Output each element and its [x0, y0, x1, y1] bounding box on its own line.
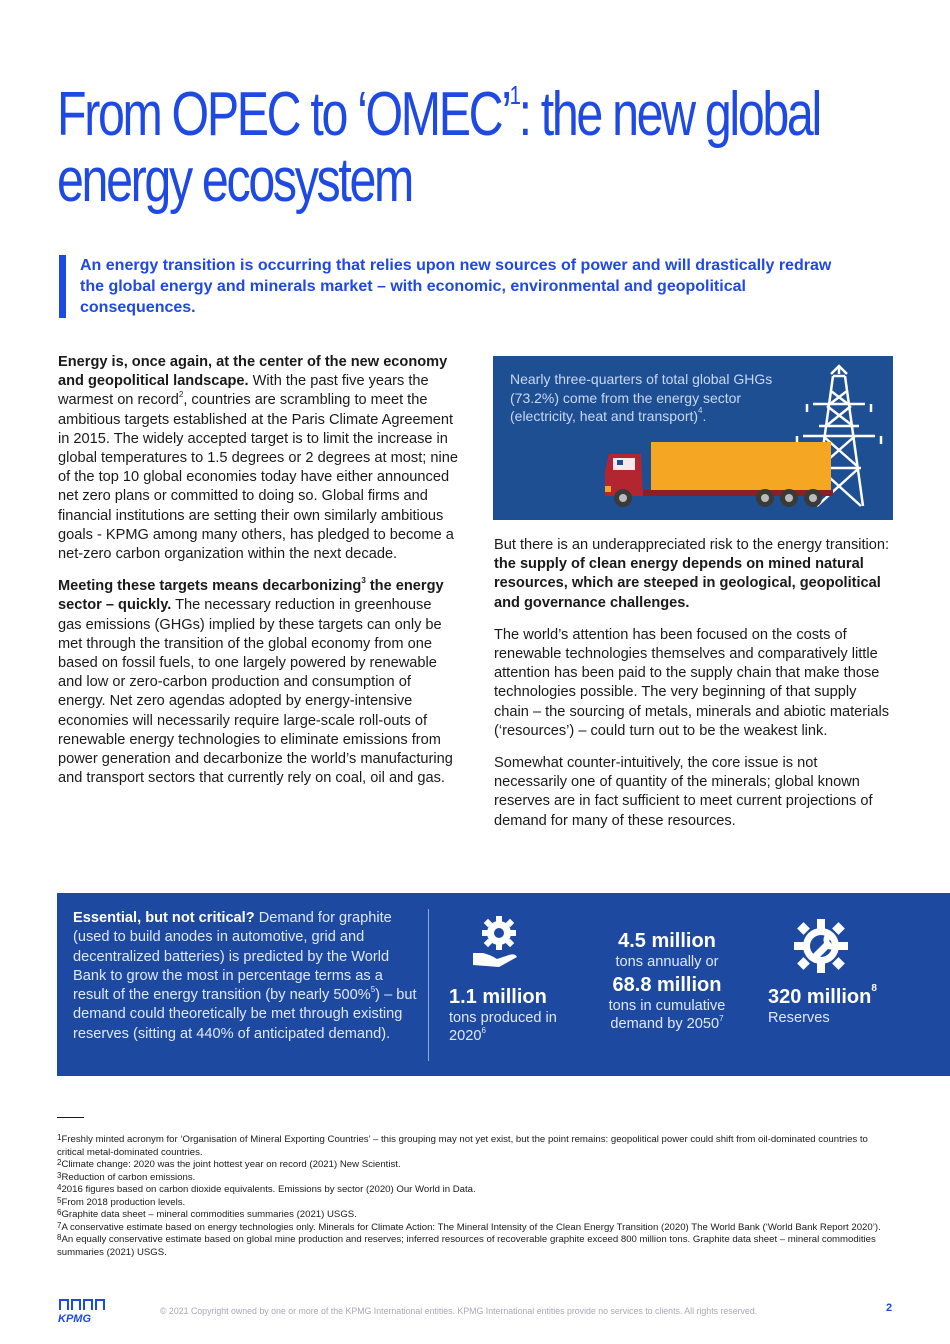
footnote: $^7$A conservative estimate based on energy technologies only. Minerals for Climate Action: The Mineral Intensity of the Clean Energy Transition (2020) The World Bank (‘World Bank Report 2020’). [57, 1220, 881, 1233]
footnotes [57, 1134, 897, 1259]
kpmg-logo [57, 1298, 113, 1324]
stat-value: 4.5 million [618, 930, 716, 952]
gear-wrench-icon [792, 917, 850, 975]
truck-cargo [651, 442, 831, 492]
right-column [494, 536, 894, 831]
footnote: $^2$Climate change: 2020 was the joint hottest year on record (2021) New Scientist. [57, 1158, 401, 1170]
footnote: $^6$Graphite data sheet – mineral commodities summaries (2021) USGS. [57, 1208, 357, 1220]
ghg-stat-text: Nearly three-quarters of total global GHGs (73.2%) come from the energy sector (electricity, heat and transport)$^4$. [510, 371, 773, 424]
stat-production [449, 985, 579, 1045]
footnote: $^3$Reduction of carbon emissions. [57, 1170, 196, 1183]
intro-callout [59, 255, 859, 318]
page-number: 2 [886, 1302, 893, 1314]
footnote: $^8$An equally conservative estimate based on global mine production and reserves; inferred resources of recoverable graphite exceed 800 million tons. Graphite data sheet – mineral commodities summaries (2021) USGS. [57, 1233, 876, 1258]
graphite-stats-band [57, 893, 950, 1076]
paragraph: But there is an underappreciated risk to the energy transition: the supply of clean energy depends on mined natural resources, which are steeped in geological, geopolitical and governance challenges. [494, 537, 890, 611]
stat-label: tons in cumulative demand by 2050$^7$ [608, 998, 726, 1032]
footnote: $^5$From 2018 production levels. [57, 1195, 186, 1208]
band-text: Essential, but not critical? Demand for graphite (used to build anodes in automotive, grid and decentralized batteries) is predicted by the World Bank to grow the most in percentage terms as a result of the energy transition (by nearly 500%$^5$) – but demand could theoretically be met through existing reserves (sitting at 440% of anticipated demand). [73, 910, 417, 1042]
left-column [58, 353, 458, 788]
footnote: $^4$2016 figures based on carbon dioxide equivalents. Emissions by sector (2020) Our World in Data. [57, 1183, 476, 1195]
paragraph: The world’s attention has been focused on the costs of renewable technologies themselves and comparatively little attention has been paid to the supply chain that make those technologies possible. The very beginning of that supply chain – the sourcing of metals, minerals and abiotic materials (‘resources’) – could turn out to be the weakest link. [494, 626, 890, 739]
stat-value: 1.1 million [449, 986, 547, 1008]
stat-value: 320 million$^8$ [768, 983, 877, 1008]
hand-gear-icon [469, 913, 525, 969]
stat-demand [592, 929, 742, 1033]
paragraph: Meeting these targets means decarbonizing$^3$ the energy sector – quickly. The necessary reduction in greenhouse gas emissions (GHGs) implied by these targets can only be met through the transition of the global economy from one based on fossil fuels, to one largely powered by renewable and low or zero-carbon production and consumption of energy. Net zero agendas adopted by energy-intensive economies will necessarily require large-scale roll-outs of renewable energy technologies to eliminate emissions from power generation and decarbonize the world’s manufacturing and transport sectors that currently rely on coal, oil and gas. [58, 576, 453, 787]
page-title: From OPEC to ‘OMEC’$^1$: the new global energy ecosystem [57, 80, 820, 215]
stat-label: tons annually or [615, 954, 719, 970]
ghg-illustration-box [493, 356, 893, 520]
intro-text: An energy transition is occurring that relies upon new sources of power and will drastically redraw the global energy and minerals market – with economic, environmental and geopolitical consequences. [80, 257, 832, 316]
stat-reserves [768, 985, 938, 1027]
svg-text:KPMG: KPMG [58, 1313, 91, 1324]
divider [428, 909, 429, 1061]
stat-label: Reserves [768, 1010, 830, 1026]
stat-label: tons produced in 2020$^6$ [449, 1010, 557, 1044]
paragraph: Energy is, once again, at the center of the new economy and geopolitical landscape. With the past five years the warmest on record$^2$, countries are scrambling to meet the ambitious targets established at the Paris Climate Agreement in 2015. The widely accepted target is to limit the increase in global temperatures to 1.5 degrees or 2 degrees at most; nine of the top 10 global economies today have either announced net zero plans or committed to doing so. Global firms and financial institutions are setting their own similarly ambitious goals - KPMG among many others, has pledged to become a net-zero carbon organization within the next decade. [58, 354, 458, 563]
footnote-rule [57, 1117, 84, 1118]
paragraph: Somewhat counter-intuitively, the core issue is not necessarily one of quantity of the minerals; global known reserves are in fact sufficient to meet current projections of demand for many of these resources. [494, 755, 873, 829]
copyright: © 2021 Copyright owned by one or more of the KPMG International entities. KPMG International entities provide no services to clients. All rights reserved. [160, 1306, 758, 1316]
stat-value: 68.8 million [612, 974, 722, 996]
footnote: $^1$Freshly minted acronym for ‘Organisation of Mineral Exporting Countries’ – this grouping may not yet exist, but the point remains: geopolitical power could shift from oil-dominated countries to critical metal-dominated countries. [57, 1133, 868, 1158]
